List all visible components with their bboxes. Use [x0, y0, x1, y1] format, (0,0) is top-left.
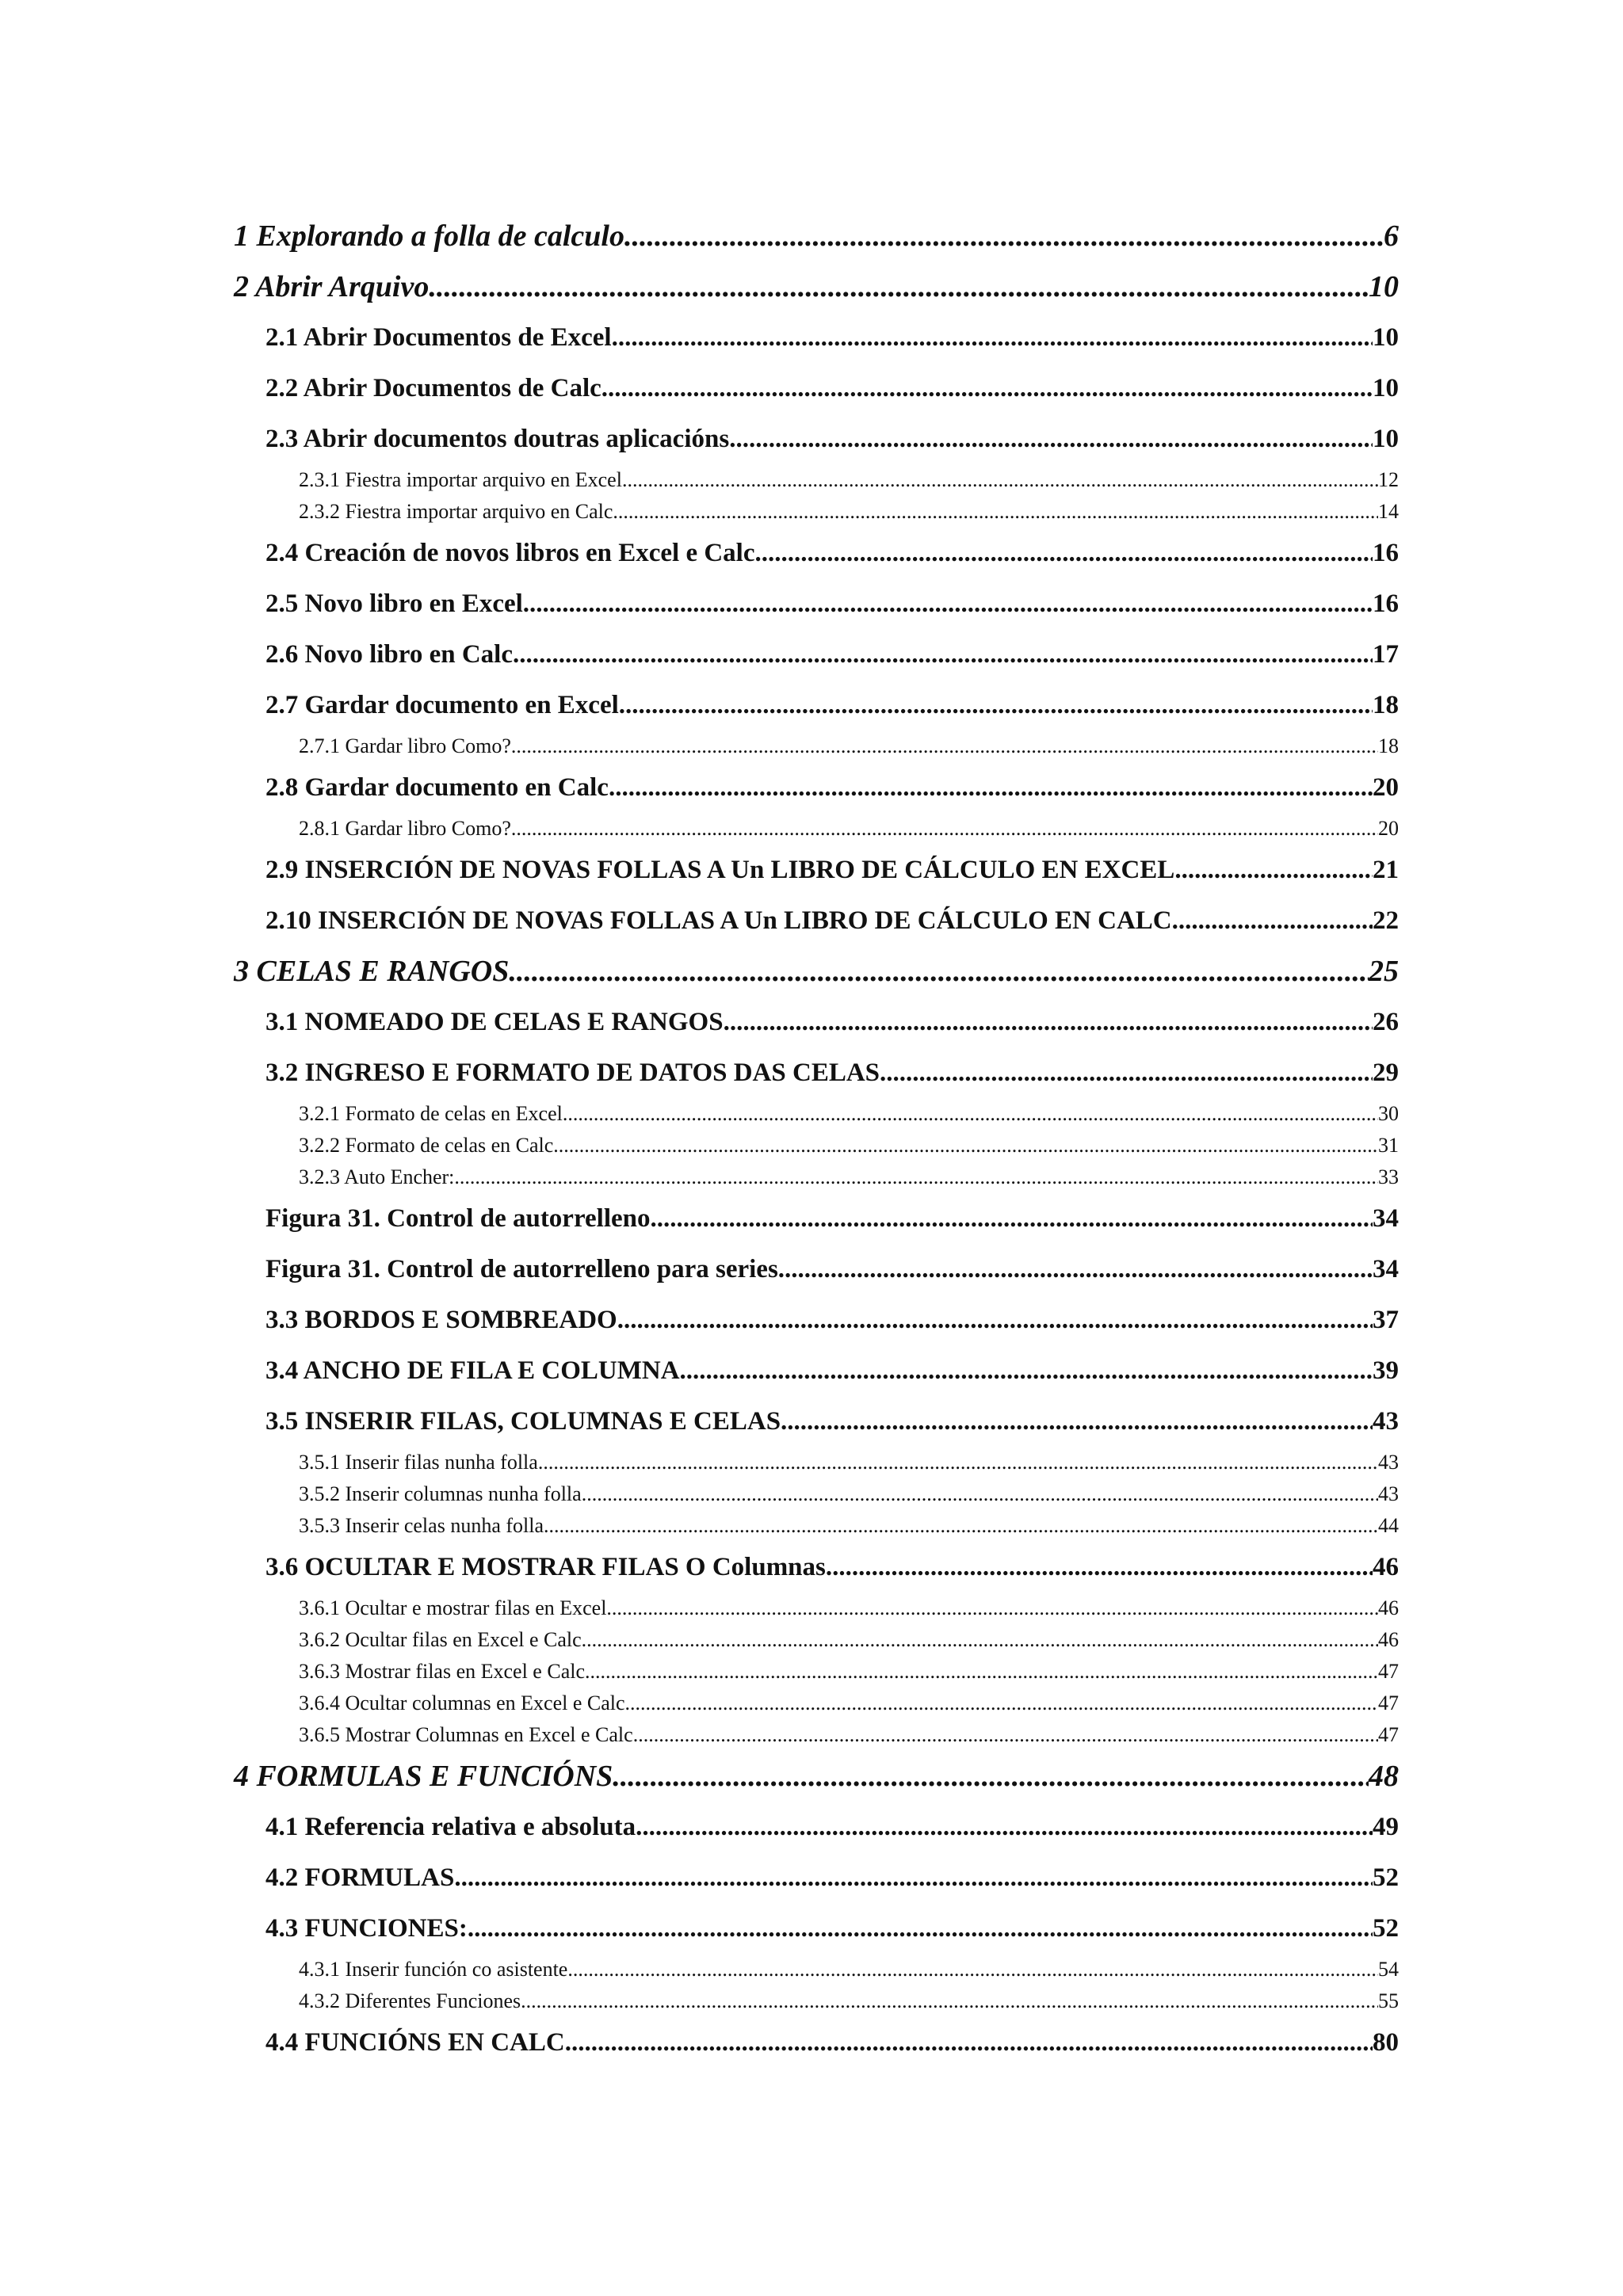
dot-leader	[1172, 895, 1373, 946]
toc-entry-title: 2.9 INSERCIÓN DE NOVAS FOLLAS A Un LIBRO DE CÁLCULO EN EXCEL	[265, 856, 1175, 884]
dot-leader	[636, 1802, 1373, 1852]
toc-entry-title: 2.8 Gardar documento en Calc	[265, 773, 609, 802]
toc-entry-title: 2 Abrir Arquivo	[234, 270, 430, 303]
dot-leader	[778, 1244, 1373, 1295]
toc-entry-level-2[interactable]	[265, 312, 1399, 363]
toc-entry-page-number: 30	[1378, 1102, 1399, 1125]
dot-leader	[613, 496, 1378, 528]
dot-leader	[544, 1510, 1378, 1542]
dot-leader	[680, 1345, 1373, 1396]
toc-entry-title: 4.3.1 Inserir función co asistente	[299, 1958, 568, 1981]
toc-entry-page-number: 6	[1384, 219, 1399, 253]
toc-entry-title: 3.6.2 Ocultar filas en Excel e Calc	[299, 1628, 582, 1651]
toc-entry-title: 2.7 Gardar documento en Excel	[265, 691, 619, 719]
toc-entry-page-number: 46	[1378, 1596, 1399, 1619]
toc-entry-title: 3.2.3 Auto Encher:	[299, 1165, 455, 1188]
toc-entry-level-2[interactable]	[265, 2017, 1399, 2068]
toc-entry-level-3[interactable]	[299, 1447, 1399, 1478]
toc-entry-page-number: 47	[1378, 1691, 1399, 1714]
toc-entry-page-number: 37	[1373, 1306, 1399, 1334]
dot-leader	[619, 680, 1373, 730]
toc-entry-level-2[interactable]	[265, 629, 1399, 680]
toc-entry-page-number: 20	[1378, 817, 1399, 840]
toc-entry-title: 2.5 Novo libro en Excel	[265, 589, 523, 618]
toc-entry-title: 4.2 FORMULAS	[265, 1863, 455, 1892]
toc-entry-page-number: 44	[1378, 1514, 1399, 1537]
toc-entry-level-3[interactable]	[299, 1161, 1399, 1193]
toc-entry-level-3[interactable]	[299, 1592, 1399, 1624]
toc-entry-page-number: 18	[1378, 734, 1399, 757]
toc-entry-page-number: 10	[1369, 270, 1399, 303]
toc-entry-level-2[interactable]	[265, 414, 1399, 464]
toc-entry-title: 2.7.1 Gardar libro Como?	[299, 734, 511, 757]
dot-leader	[625, 1688, 1378, 1719]
toc-entry-title: 3.5 INSERIR FILAS, COLUMNAS E CELAS	[265, 1407, 781, 1436]
toc-entry-title: 3.5.3 Inserir celas nunha folla	[299, 1514, 544, 1537]
toc-entry-page-number: 34	[1373, 1204, 1399, 1233]
toc-entry-title: 4.1 Referencia relativa e absoluta	[265, 1813, 636, 1841]
toc-entry-page-number: 46	[1373, 1553, 1399, 1581]
table-of-contents	[234, 211, 1399, 2068]
toc-entry-title: 2.2 Abrir Documentos de Calc	[265, 374, 601, 402]
dot-leader	[582, 1478, 1378, 1510]
dot-leader	[624, 211, 1384, 261]
toc-entry-title: 3.5.1 Inserir filas nunha folla	[299, 1451, 538, 1474]
dot-leader	[612, 312, 1373, 363]
toc-entry-level-1[interactable]	[234, 1751, 1399, 1802]
toc-entry-title: 2.8.1 Gardar libro Como?	[299, 817, 511, 840]
toc-entry-title: 3.6.4 Ocultar columnas en Excel e Calc	[299, 1691, 625, 1714]
toc-entry-level-2[interactable]	[265, 528, 1399, 578]
toc-entry-page-number: 55	[1378, 1989, 1399, 2012]
dot-leader	[609, 762, 1373, 813]
toc-entry-title: 2.3.1 Fiestra importar arquivo en Excel	[299, 468, 622, 491]
toc-entry-level-3[interactable]	[299, 464, 1399, 496]
toc-entry-page-number: 52	[1373, 1914, 1399, 1943]
toc-entry-page-number: 43	[1378, 1451, 1399, 1474]
toc-entry-page-number: 48	[1369, 1760, 1399, 1793]
toc-entry-level-3[interactable]	[299, 1130, 1399, 1161]
toc-entry-page-number: 16	[1373, 589, 1399, 618]
toc-entry-title: 3.6.1 Ocultar e mostrar filas en Excel	[299, 1596, 607, 1619]
toc-entry-level-2[interactable]	[265, 1345, 1399, 1396]
dot-leader	[724, 997, 1373, 1047]
dot-leader	[585, 1656, 1378, 1688]
dot-leader	[538, 1447, 1378, 1478]
toc-entry-title: 2.3.2 Fiestra importar arquivo en Calc	[299, 500, 613, 523]
toc-entry-title: 3.3 BORDOS E SOMBREADO	[265, 1306, 617, 1334]
toc-entry-title: 3.6 OCULTAR E MOSTRAR FILAS O Columnas	[265, 1553, 826, 1581]
toc-entry-title: 2.6 Novo libro en Calc	[265, 640, 513, 669]
toc-entry-level-1[interactable]	[234, 946, 1399, 997]
dot-leader	[513, 629, 1373, 680]
dot-leader	[521, 1985, 1378, 2017]
toc-entry-page-number: 10	[1373, 425, 1399, 453]
toc-entry-level-3[interactable]	[299, 813, 1399, 845]
toc-entry-title: 3.1 NOMEADO DE CELAS E RANGOS	[265, 1008, 724, 1036]
toc-entry-level-2[interactable]	[265, 1295, 1399, 1345]
toc-entry-level-3[interactable]	[299, 1098, 1399, 1130]
dot-leader	[781, 1396, 1373, 1447]
toc-entry-title: 4 FORMULAS E FUNCIÓNS	[234, 1760, 613, 1793]
toc-entry-title: 2.10 INSERCIÓN DE NOVAS FOLLAS A Un LIBRO DE CÁLCULO EN CALC	[265, 906, 1172, 935]
toc-entry-title: Figura 31. Control de autorrelleno para series	[265, 1255, 778, 1283]
dot-leader	[511, 730, 1378, 762]
toc-entry-title: 2.3 Abrir documentos doutras aplicacións	[265, 425, 730, 453]
toc-entry-page-number: 34	[1373, 1255, 1399, 1283]
toc-entry-page-number: 17	[1373, 640, 1399, 669]
dot-leader	[511, 813, 1378, 845]
dot-leader	[567, 1954, 1378, 1985]
toc-entry-title: 3.6.3 Mostrar filas en Excel e Calc	[299, 1660, 585, 1683]
dot-leader	[563, 1098, 1378, 1130]
toc-entry-level-2[interactable]	[265, 1903, 1399, 1954]
dot-leader	[606, 1592, 1378, 1624]
toc-entry-page-number: 21	[1373, 856, 1399, 884]
toc-entry-page-number: 39	[1373, 1356, 1399, 1385]
dot-leader	[523, 578, 1373, 629]
toc-entry-page-number: 31	[1378, 1134, 1399, 1157]
dot-leader	[651, 1193, 1373, 1244]
dot-leader	[509, 946, 1369, 997]
dot-leader	[729, 414, 1373, 464]
toc-entry-page-number: 52	[1373, 1863, 1399, 1892]
toc-entry-title: 3.5.2 Inserir columnas nunha folla	[299, 1482, 582, 1505]
dot-leader	[429, 261, 1369, 312]
toc-entry-title: 2.4 Creación de novos libros en Excel e Calc	[265, 539, 755, 567]
toc-entry-page-number: 29	[1373, 1058, 1399, 1087]
toc-entry-page-number: 10	[1373, 374, 1399, 402]
dot-leader	[622, 464, 1378, 496]
toc-entry-level-2[interactable]	[265, 1244, 1399, 1295]
toc-entry-page-number: 12	[1378, 468, 1399, 491]
dot-leader	[755, 528, 1373, 578]
toc-entry-title: 2.1 Abrir Documentos de Excel	[265, 323, 612, 352]
toc-entry-level-2[interactable]	[265, 1852, 1399, 1903]
dot-leader	[613, 1751, 1369, 1802]
toc-entry-level-1[interactable]	[234, 211, 1399, 261]
toc-entry-title: 1 Explorando a folla de calculo	[234, 219, 624, 253]
dot-leader	[826, 1542, 1373, 1592]
toc-entry-level-2[interactable]	[265, 680, 1399, 730]
toc-entry-level-2[interactable]	[265, 895, 1399, 946]
toc-entry-page-number: 18	[1373, 691, 1399, 719]
toc-entry-title: 4.4 FUNCIÓNS EN CALC	[265, 2028, 565, 2057]
toc-entry-level-3[interactable]	[299, 1719, 1399, 1751]
toc-entry-page-number: 16	[1373, 539, 1399, 567]
toc-entry-level-2[interactable]	[265, 1047, 1399, 1098]
toc-entry-level-3[interactable]	[299, 730, 1399, 762]
toc-entry-level-3[interactable]	[299, 1954, 1399, 1985]
dot-leader	[454, 1852, 1373, 1903]
toc-entry-page-number: 22	[1373, 906, 1399, 935]
toc-entry-level-2[interactable]	[265, 1542, 1399, 1592]
dot-leader	[1174, 845, 1373, 895]
toc-entry-level-3[interactable]	[299, 1510, 1399, 1542]
toc-entry-page-number: 26	[1373, 1008, 1399, 1036]
toc-entry-level-3[interactable]	[299, 496, 1399, 528]
toc-entry-page-number: 47	[1378, 1723, 1399, 1746]
toc-entry-level-2[interactable]	[265, 1802, 1399, 1852]
toc-entry-title: 4.3 FUNCIONES:	[265, 1914, 468, 1943]
toc-entry-title: 4.3.2 Diferentes Funciones	[299, 1989, 521, 2012]
toc-entry-level-2[interactable]	[265, 1396, 1399, 1447]
toc-entry-title: 3.4 ANCHO DE FILA E COLUMNA	[265, 1356, 680, 1385]
dot-leader	[633, 1719, 1378, 1751]
toc-entry-level-3[interactable]	[299, 1624, 1399, 1656]
toc-entry-level-2[interactable]	[265, 1193, 1399, 1244]
dot-leader	[565, 2017, 1373, 2068]
toc-entry-level-2[interactable]	[265, 363, 1399, 414]
toc-entry-page-number: 14	[1378, 500, 1399, 523]
toc-entry-page-number: 80	[1373, 2028, 1399, 2057]
toc-entry-title: 3 CELAS E RANGOS	[234, 955, 510, 988]
toc-entry-title: 3.2.1 Formato de celas en Excel	[299, 1102, 563, 1125]
toc-entry-level-1[interactable]	[234, 261, 1399, 312]
toc-entry-page-number: 47	[1378, 1660, 1399, 1683]
dot-leader	[468, 1903, 1373, 1954]
toc-entry-page-number: 46	[1378, 1628, 1399, 1651]
toc-entry-title: Figura 31. Control de autorrelleno	[265, 1204, 651, 1233]
toc-entry-level-3[interactable]	[299, 1478, 1399, 1510]
toc-entry-page-number: 49	[1373, 1813, 1399, 1841]
toc-entry-title: 3.6.5 Mostrar Columnas en Excel e Calc	[299, 1723, 633, 1746]
toc-entry-level-3[interactable]	[299, 1688, 1399, 1719]
dot-leader	[454, 1161, 1378, 1193]
toc-entry-level-2[interactable]	[265, 762, 1399, 813]
toc-entry-page-number: 10	[1373, 323, 1399, 352]
dot-leader	[582, 1624, 1378, 1656]
toc-entry-page-number: 54	[1378, 1958, 1399, 1981]
toc-entry-level-2[interactable]	[265, 997, 1399, 1047]
dot-leader	[601, 363, 1373, 414]
dot-leader	[617, 1295, 1373, 1345]
toc-entry-level-3[interactable]	[299, 1656, 1399, 1688]
toc-entry-title: 3.2 INGRESO E FORMATO DE DATOS DAS CELAS	[265, 1058, 880, 1087]
toc-entry-page-number: 43	[1378, 1482, 1399, 1505]
toc-entry-level-2[interactable]	[265, 845, 1399, 895]
dot-leader	[553, 1130, 1378, 1161]
toc-entry-page-number: 43	[1373, 1407, 1399, 1436]
dot-leader	[880, 1047, 1373, 1098]
toc-entry-page-number: 25	[1369, 955, 1399, 988]
toc-entry-page-number: 20	[1373, 773, 1399, 802]
toc-entry-page-number: 33	[1378, 1165, 1399, 1188]
toc-entry-title: 3.2.2 Formato de celas en Calc	[299, 1134, 554, 1157]
toc-entry-level-2[interactable]	[265, 578, 1399, 629]
toc-entry-level-3[interactable]	[299, 1985, 1399, 2017]
